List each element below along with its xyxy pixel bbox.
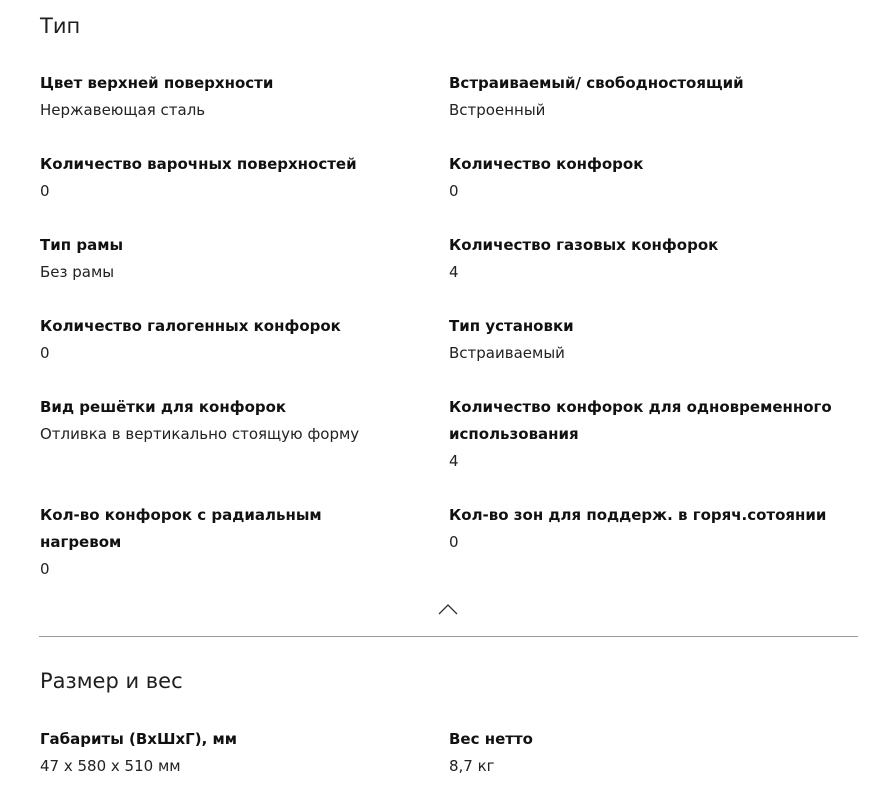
spec-radiant-burners xyxy=(40,502,370,583)
spec-label: Вид решётки для конфорок xyxy=(40,398,287,416)
spec-value: 0 xyxy=(40,344,50,362)
spec-label: Количество галогенных конфорок xyxy=(40,317,341,335)
spec-top-surface-color xyxy=(40,70,450,124)
spec-value: 0 xyxy=(449,182,459,200)
spec-label: Количество конфорок для одновременного использования xyxy=(449,398,832,443)
spec-installation-type xyxy=(449,313,859,367)
spec-value: 47 x 580 x 510 мм xyxy=(40,757,181,775)
spec-value: 4 xyxy=(449,263,459,281)
spec-value: 0 xyxy=(40,182,50,200)
section-title-type: Тип xyxy=(40,14,81,38)
spec-value: Встроенный xyxy=(449,101,546,119)
spec-value: 4 xyxy=(449,452,459,470)
spec-value: Нержавеющая сталь xyxy=(40,101,206,119)
spec-halogen-burners-count xyxy=(40,313,450,367)
spec-value: 0 xyxy=(449,533,459,551)
spec-label: Вес нетто xyxy=(449,730,533,748)
spec-frame-type xyxy=(40,232,450,286)
spec-simultaneous-burners xyxy=(449,394,859,475)
spec-value: Отливка в вертикально стоящую форму xyxy=(40,425,360,443)
spec-label: Количество конфорок xyxy=(449,155,644,173)
collapse-section-button[interactable] xyxy=(438,600,458,618)
spec-dimensions xyxy=(40,726,450,780)
spec-value: 8,7 кг xyxy=(449,757,495,775)
spec-grate-type xyxy=(40,394,450,448)
spec-value: Без рамы xyxy=(40,263,115,281)
spec-net-weight xyxy=(449,726,859,780)
spec-cooking-surfaces-count xyxy=(40,151,450,205)
spec-label: Количество варочных поверхностей xyxy=(40,155,357,173)
spec-label: Цвет верхней поверхности xyxy=(40,74,274,92)
section-divider xyxy=(39,636,858,637)
spec-gas-burners-count xyxy=(449,232,859,286)
spec-label: Кол-во зон для поддерж. в горяч.сотоянии xyxy=(449,506,827,524)
section-title-size-weight: Размер и вес xyxy=(40,669,183,693)
spec-built-in-freestanding xyxy=(449,70,859,124)
spec-label: Тип рамы xyxy=(40,236,124,254)
chevron-up-icon xyxy=(438,600,458,618)
spec-label: Количество газовых конфорок xyxy=(449,236,719,254)
spec-label: Встраиваемый/ свободностоящий xyxy=(449,74,744,92)
spec-label: Тип установки xyxy=(449,317,574,335)
spec-label: Кол-во конфорок с радиальным нагревом xyxy=(40,506,322,551)
spec-burners-count xyxy=(449,151,859,205)
spec-label: Габариты (ВхШхГ), мм xyxy=(40,730,238,748)
spec-value: Встраиваемый xyxy=(449,344,565,362)
spec-keep-warm-zones xyxy=(449,502,869,556)
spec-value: 0 xyxy=(40,560,50,578)
